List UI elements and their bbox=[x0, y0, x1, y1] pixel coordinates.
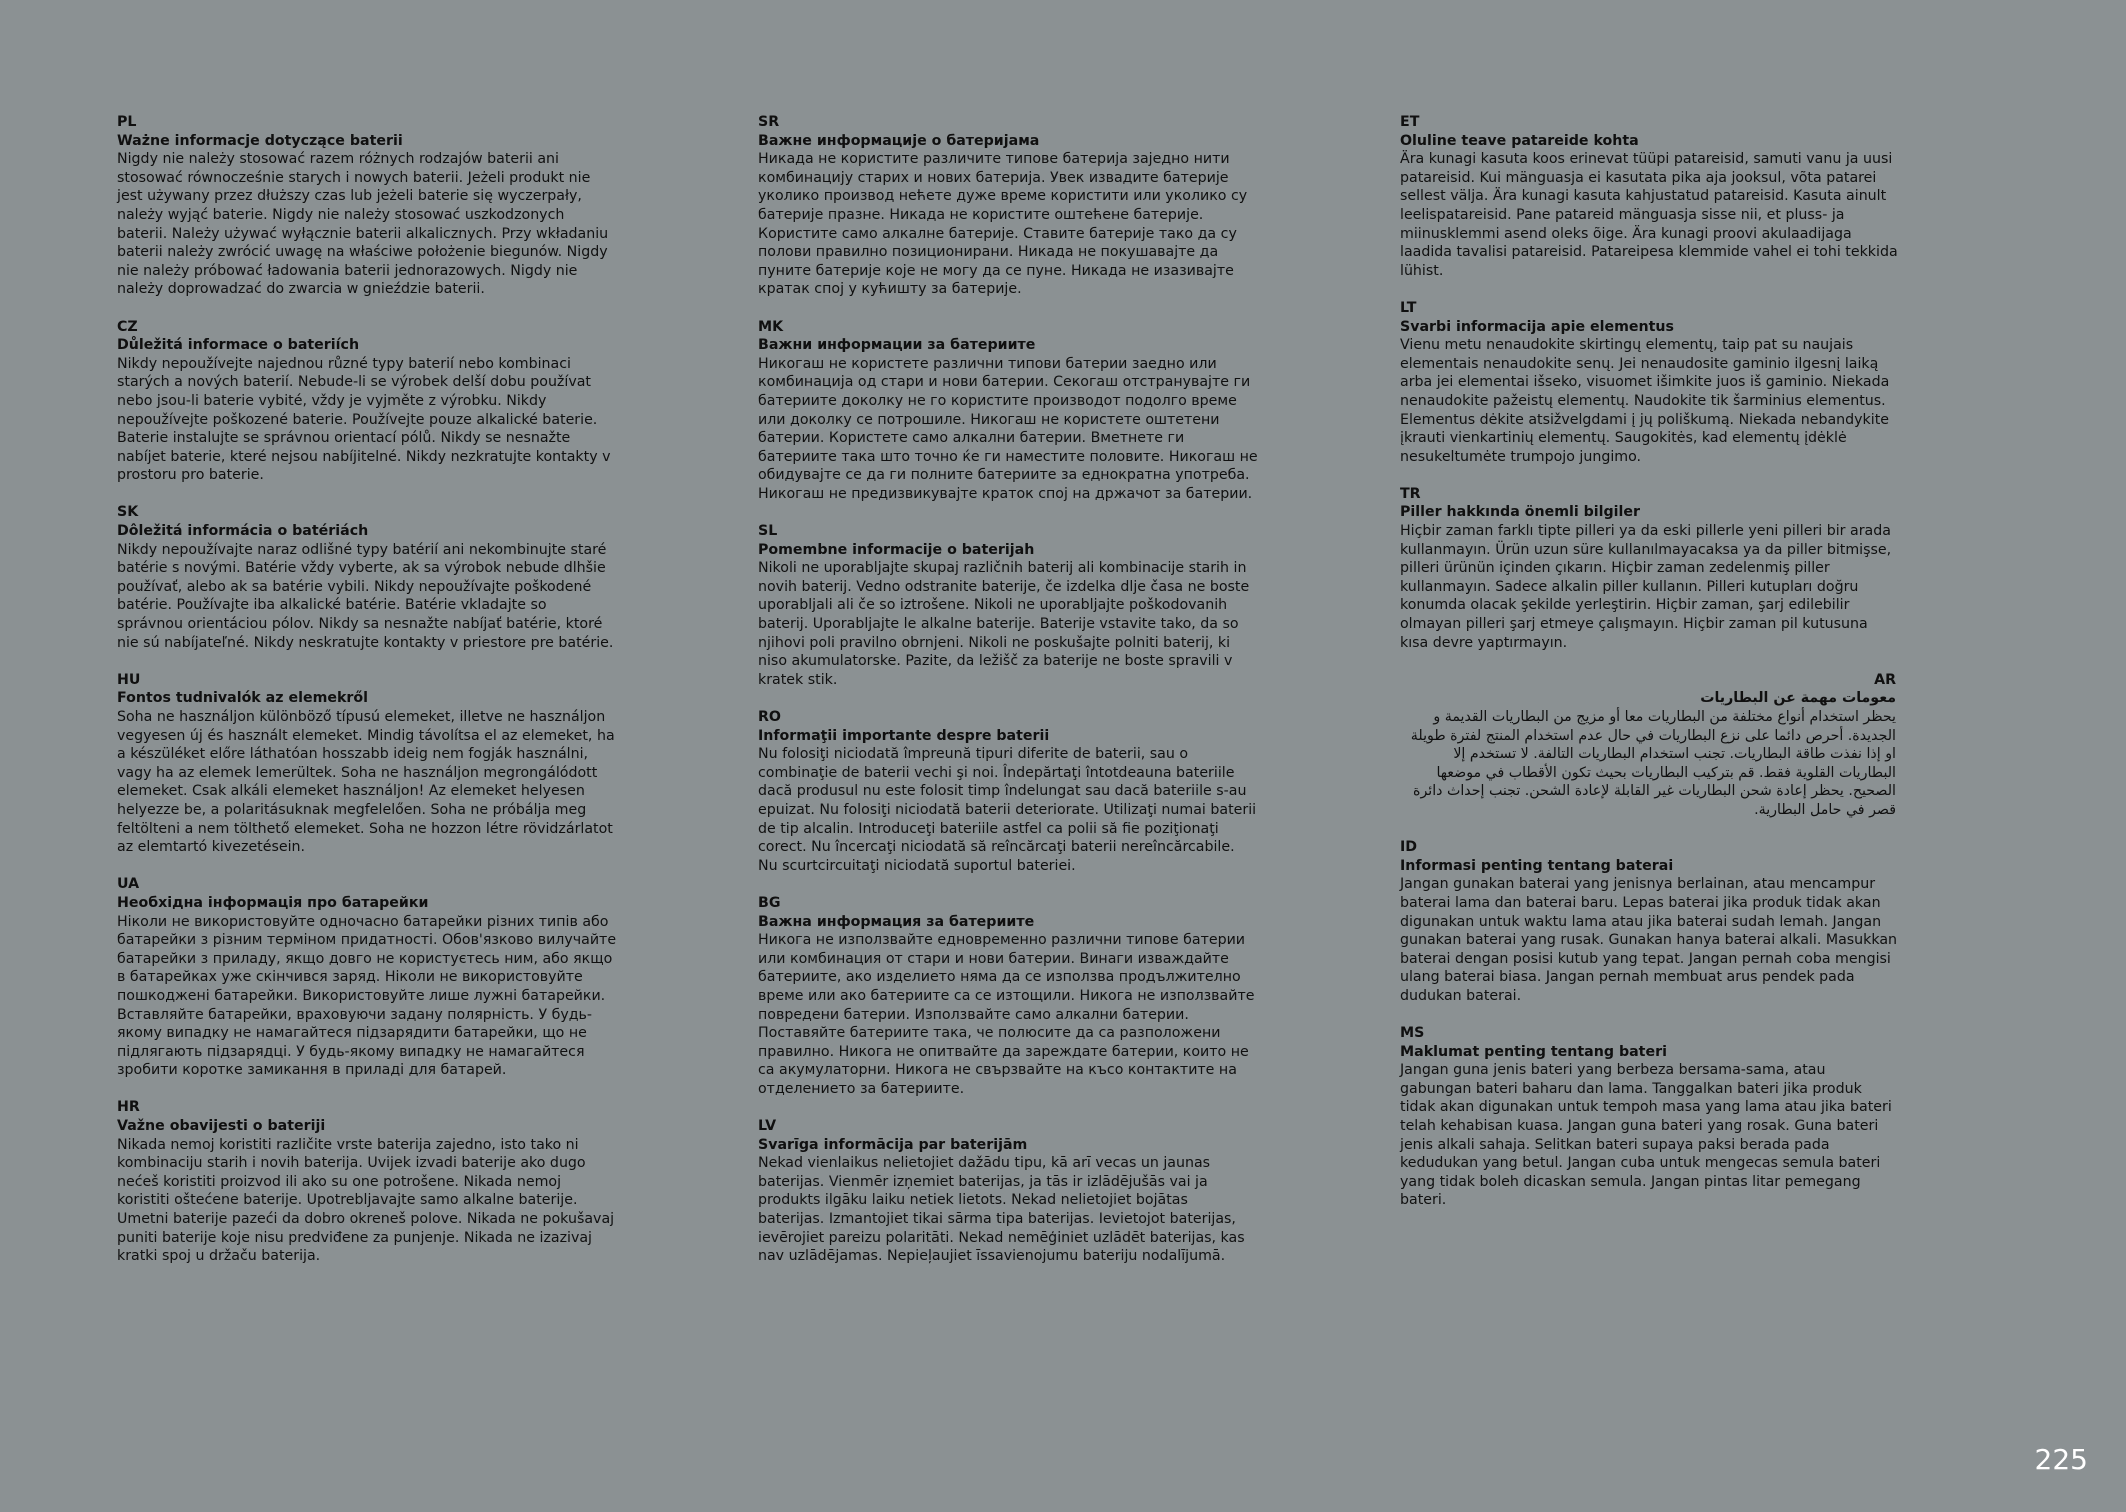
column-3 bbox=[1400, 113, 1900, 1229]
section-body: Jangan guna jenis bateri yang berbeza bersama-sama, atau gabungan bateri baharu dan lama. Tanggalkan bateri jika produk tidak akan digunakan untuk tempoh masa yang lama atau jika bateri telah kehabisan kuasa. Jangan guna bateri yang rosak. Guna bateri jenis alkali sahaja. Selitkan bateri supaya paksi berada pada kedudukan yang betul. Jangan cuba untuk mengecas semula bateri yang tidak boleh dicaskan semula. Jangan pintas litar pemegang bateri. bbox=[1400, 1062, 1892, 1209]
section-sr bbox=[758, 113, 1258, 299]
language-code: HU bbox=[117, 671, 141, 688]
language-code: LV bbox=[758, 1118, 777, 1135]
section-mk bbox=[758, 318, 1258, 504]
language-code: UA bbox=[117, 876, 140, 893]
section-body: Hiçbir zaman farklı tipte pilleri ya da eski pillerle yeni pilleri bir arada kullanmayın. Ürün uzun süre kullanılmayacaksa ya da piller bitmişse, pilleri ürünün içinden çıkarın. Hiçbir zaman zedelenmiş piller kullanmayın. Sadece alkalin piller kullanın. Pilleri kutupları doğru konumda olacak şekilde yerleştirin. Hiçbir zaman, şarj edilebilir olmayan pilleri şarj etmeye çalışmayın. Hiçbir zaman pil kutusuna kısa devre yaptırmayın. bbox=[1400, 523, 1892, 651]
section-body: Nekad vienlaikus nelietojiet dažādu tipu, kā arī vecas un jaunas baterijas. Vienmēr izņemiet baterijas, ja tās ir izlādējušās vai ja produkts ilgāku laiku netiek lietots. Nekad nelietojiet bojātas baterijas. Izmantojiet tikai sārma tipa baterijas. Ievietojot baterijas, ievērojiet pareizu polaritāti. Nekad nemēģiniet uzlādēt baterijas, kas nav uzlādējamas. Nepieļaujiet īssavienojumu bateriju nodalījumā. bbox=[758, 1155, 1245, 1265]
section-body: Nikdy nepoužívejte najednou různé typy baterií nebo kombinaci starých a nových baterií. Nebude-li se výrobek delší dobu používat nebo jsou-li baterie vybité, vždy je vyjměte z výrobku. Nikdy nepoužívejte poškozené baterie. Používejte pouze alkalické baterie. Baterie instalujte se správnou orientací pólů. Nikdy se nesnažte nabíjet baterie, které nejsou nabíjitelné. Nikdy nezkratujte kontakty v prostoru pro baterie. bbox=[117, 355, 611, 484]
language-code: ET bbox=[1400, 114, 1420, 130]
section-body: Nigdy nie należy stosować razem różnych rodzajów baterii ani stosować równocześnie starych i nowych baterii. Jeżeli produkt nie jest używany przez dłuższy czas lub jeżeli baterie się wyczerpały, należy wyjąć baterie. Nigdy nie należy stosować uszkodzonych baterii. Należy używać wyłącznie baterii alkalicznych. Przy wkładaniu baterii należy zwrócić uwagę na właściwe położenie biegunów. Nigdy nie należy próbować ładowania baterii jednorazowych. Nigdy nie należy doprowadzać do zwarcia w gnieździe baterii. bbox=[117, 151, 609, 298]
section-title: Oluline teave patareide kohta bbox=[1400, 132, 1639, 149]
section-ro bbox=[758, 708, 1258, 875]
section-sl bbox=[758, 522, 1258, 689]
section-cz bbox=[117, 318, 617, 485]
section-title: Informaţii importante despre baterii bbox=[758, 727, 1050, 744]
column-2 bbox=[758, 113, 1258, 1284]
language-code: ID bbox=[1400, 839, 1418, 856]
section-body: Никогаш не користете различни типови батерии заедно или комбинација од стари и нови батерии. Секогаш отстранувајте ги батериите доколку не го користите производот подолго време или доколку се потрошиле. Никогаш не користете оштетени батерии. Користете само алкални батерии. Вметнете ги батериите така што точно ќе ги наместите половите. Никогаш не обидувајте се да ги полните батериите за еднократна употреба. Никогаш не предизвикувајте краток спој на држачот за батерии. bbox=[758, 355, 1258, 502]
section-title: Важне информације о батеријама bbox=[758, 132, 1040, 149]
section-title: Piller hakkında önemli bilgiler bbox=[1400, 504, 1641, 521]
section-title: Необхідна інформація про батарейки bbox=[117, 894, 429, 911]
section-body: Никада не користите различите типове батерија заједно нити комбинацију старих и нових батерија. Увек извадите батерије уколико производ нећете дуже време користити или уколико су батерије празне. Никада не користите оштећене батерије. Користите само алкалне батерије. Ставите батерије тако да су полови правилно позиционирани. Никада не покушавајте да пуните батерије које не могу да се пуне. Никада не изазивајте кратак спој у кућишту за батерије. bbox=[758, 151, 1248, 298]
section-title: Важни информации за батериите bbox=[758, 337, 1036, 354]
section-tr bbox=[1400, 485, 1900, 652]
section-ua bbox=[117, 875, 617, 1080]
section-body: Soha ne használjon különböző típusú elemeket, illetve ne használjon vegyesen új és használt elemeket. Mindig távolítsa el az elemeket, ha a készüléket előre láthatóan hosszabb ideig nem fogják használni, vagy ha az elemek lemerültek. Soha ne használjon megrongálódott elemeket. Csak alkáli elemeket használjon! Az elemeket helyesen helyezze be, a polaritásuknak megfelelően. Soha ne próbálja meg feltölteni a nem tölthető elemeket. Soha ne hozzon létre rövidzárlatot az elemtartó kivezetésein. bbox=[117, 709, 615, 856]
section-title: معومات مهمة عن البطاريات bbox=[1700, 690, 1896, 707]
section-title: Dôležitá informácia o batériách bbox=[117, 523, 369, 540]
section-hu bbox=[117, 671, 617, 857]
section-body: Ära kunagi kasuta koos erinevat tüüpi patareisid, samuti vanu ja uusi patareisid. Kui mänguasja ei kasutata pika aja jooksul, võta patarei sellest välja. Ära kunagi kasuta kahjustatud patareisid. Kasuta ainult leelispatareisid. Pane patareid mänguasja sisse nii, et pluss- ja miinusklemmi asend oleks õige. Ära kunagi proovi akulaadijaga laadida tavalisi patareisid. Patareipesa klemmide vahel ei tohi tekkida lühist. bbox=[1400, 151, 1898, 279]
section-title: Važne obavijesti o bateriji bbox=[117, 1118, 326, 1135]
section-title: Ważne informacje dotyczące baterii bbox=[117, 132, 403, 149]
section-pl bbox=[117, 113, 617, 299]
language-code: MS bbox=[1400, 1025, 1425, 1042]
section-title: Informasi penting tentang baterai bbox=[1400, 857, 1674, 874]
language-code: HR bbox=[117, 1099, 140, 1116]
language-code: CZ bbox=[117, 318, 138, 335]
section-title: Pomembne informacije o baterijah bbox=[758, 541, 1035, 558]
section-lv bbox=[758, 1117, 1258, 1266]
section-ms bbox=[1400, 1024, 1900, 1210]
page-number: 225 bbox=[2034, 1443, 2088, 1476]
section-bg bbox=[758, 894, 1258, 1099]
section-sk bbox=[117, 503, 617, 652]
section-title: Svarbi informacija apie elementus bbox=[1400, 318, 1674, 335]
language-code: PL bbox=[117, 114, 137, 130]
section-body: Никога не използвайте едновременно различни типове батерии или комбинация от стари и нови батерии. Винаги изваждайте батериите, ако изделието няма да се използва продължително време или ако батериите са се изтощили. Никога не използвайте повредени батерии. Използвайте само алкални батерии. Поставяйте батериите така, че полюсите да са разположени правилно. Никога не опитвайте да зареждате батерии, които не са акумулаторни. Никога не свързвайте на късо контактите на отделението за батериите. bbox=[758, 932, 1255, 1097]
language-code: SR bbox=[758, 114, 780, 130]
language-code: AR bbox=[1874, 671, 1896, 688]
language-code: BG bbox=[758, 894, 781, 911]
language-code: TR bbox=[1400, 485, 1421, 502]
section-title: Maklumat penting tentang bateri bbox=[1400, 1043, 1667, 1060]
language-code: SK bbox=[117, 504, 139, 521]
section-hr bbox=[117, 1098, 617, 1265]
section-title: Важна информация за батериите bbox=[758, 913, 1035, 930]
section-body: Jangan gunakan baterai yang jenisnya berlainan, atau mencampur baterai lama dan baterai baru. Lepas baterai jika produk tidak akan digunakan untuk waktu lama atau jika baterai sudah lemah. Jangan gunakan baterai yang rusak. Gunakan hanya baterai alkali. Masukkan baterai dengan posisi kutub yang tepat. Jangan pernah coba mengisi ulang baterai biasa. Jangan pernah membuat arus pendek pada dudukan baterai. bbox=[1400, 876, 1898, 1004]
section-body: Nikdy nepoužívajte naraz odlišné typy batérií ani nekombinujte staré batérie s novými. Batérie vždy vyberte, ak sa výrobok nebude dlhšie používať, alebo ak sa batérie vybili. Nikdy nepoužívajte poškodené batérie. Používajte iba alkalické batérie. Batérie vkladajte so správnou orientáciou pólov. Nikdy sa nesnažte nabíjať batérie, ktoré nie sú nabíjateľné. Nikdy neskratujte kontakty v priestore pre batérie. bbox=[117, 541, 614, 651]
language-code: MK bbox=[758, 318, 784, 335]
section-ar bbox=[1400, 671, 1896, 820]
language-code: LT bbox=[1400, 299, 1417, 316]
section-et bbox=[1400, 113, 1900, 280]
column-1 bbox=[117, 113, 617, 1284]
section-body: Nu folosiţi niciodată împreună tipuri diferite de baterii, sau o combinaţie de baterii vechi şi noi. Îndepărtaţi întotdeauna bateriile dacă produsul nu este folosit timp îndelungat sau dacă bateriile s-au epuizat. Nu folosiţi niciodată baterii deteriorate. Utilizaţi numai baterii de tip alcalin. Introduceţi bateriile astfel ca polii să fie poziţionaţi corect. Nu încercaţi niciodată să reîncărcaţi baterii nereîncărcabile. Nu scurtcircuitaţi niciodată suportul bateriei. bbox=[758, 746, 1257, 874]
language-code: SL bbox=[758, 523, 778, 540]
section-lt bbox=[1400, 299, 1900, 466]
section-title: Fontos tudnivalók az elemekről bbox=[117, 690, 369, 707]
section-title: Důležitá informace o bateriích bbox=[117, 337, 360, 354]
section-title: Svarīga informācija par baterijām bbox=[758, 1136, 1028, 1153]
section-body: Ніколи не використовуйте одночасно батарейки різних типів або батарейки з різним терміном придатності. Обов'язково вилучайте батарейки з приладу, якщо довго не користуєтесь ним, або якщо в батарейках уже скінчився заряд. Ніколи не використовуйте пошкоджені батарейки. Використовуйте лише лужні батарейки. Вставляйте батарейки, враховуючи задану полярність. У будь-якому випадку не намагайтеся підзарядити батарейки, що не підлягають підзарядці. У будь-якому випадку не намагайтеся зробити коротке замикання в приладі для батарей. bbox=[117, 913, 617, 1079]
language-code: RO bbox=[758, 709, 781, 725]
section-body: Vienu metu nenaudokite skirtingų elementų, taip pat su naujais elementais nenaudokite senų. Jei nenaudosite gaminio ilgesnį laiką arba jei elementai išseko, visuomet išimkite juos iš gaminio. Niekada nenaudokite pažeistų elementų. Naudokite tik šarminius elementus. Elementus dėkite atsižvelgdami į jų poliškumą. Niekada nebandykite įkrauti vienkartinių elementų. Saugokitės, kad elementų įdėklė nesukeltumėte trumpojo jungimo. bbox=[1400, 337, 1890, 465]
section-body: يحظر استخدام أنواع مختلفة من البطاريات معا أو مزيج من البطاريات القديمة و الجديدة. أحرص دائما على نزع البطاريات في حال عدم استخدام المنتج لفترة طويلة او إذا نفذت طاقة البطاريات. تجنب استخدام البطاريات التالفة. لا تستخدم إلا البطاريات القلوية فقط. قم بتركيب البطاريات بحيث تكون الأقطاب في موضعها الصحيح. يحظر إعادة شحن البطاريات غير القابلة لإعادة الشحن. تجنب إحداث دائرة قصر في حامل البطارية. bbox=[1410, 709, 1896, 818]
section-body: Nikada nemoj koristiti različite vrste baterija zajedno, isto tako ni kombinaciju starih i novih baterija. Uvijek izvadi baterije ako dugo nećeš koristiti proizvod ili ako su one potrošene. Nikada nemoj koristiti oštećene baterije. Upotrebljavajte samo alkalne baterije. Umetni baterije pazeći da dobro okreneš polove. Nikada ne pokušavaj puniti baterije koje nisu predviđene za punjenje. Nikada ne izazivaj kratki spoj u držaču baterija. bbox=[117, 1136, 615, 1265]
section-id bbox=[1400, 838, 1900, 1005]
section-body: Nikoli ne uporabljajte skupaj različnih baterij ali kombinacije starih in novih baterij. Vedno odstranite baterije, če izdelka dlje časa ne boste uporabljali ali če so iztrošene. Nikoli ne uporabljajte poškodovanih baterij. Uporabljajte le alkalne baterije. Baterije vstavite tako, da so njihovi poli pravilno obrnjeni. Nikoli ne poskušajte polniti baterij, ki niso akumulatorske. Pazite, da ležišč za baterije ne boste spravili v kratek stik. bbox=[758, 560, 1250, 688]
